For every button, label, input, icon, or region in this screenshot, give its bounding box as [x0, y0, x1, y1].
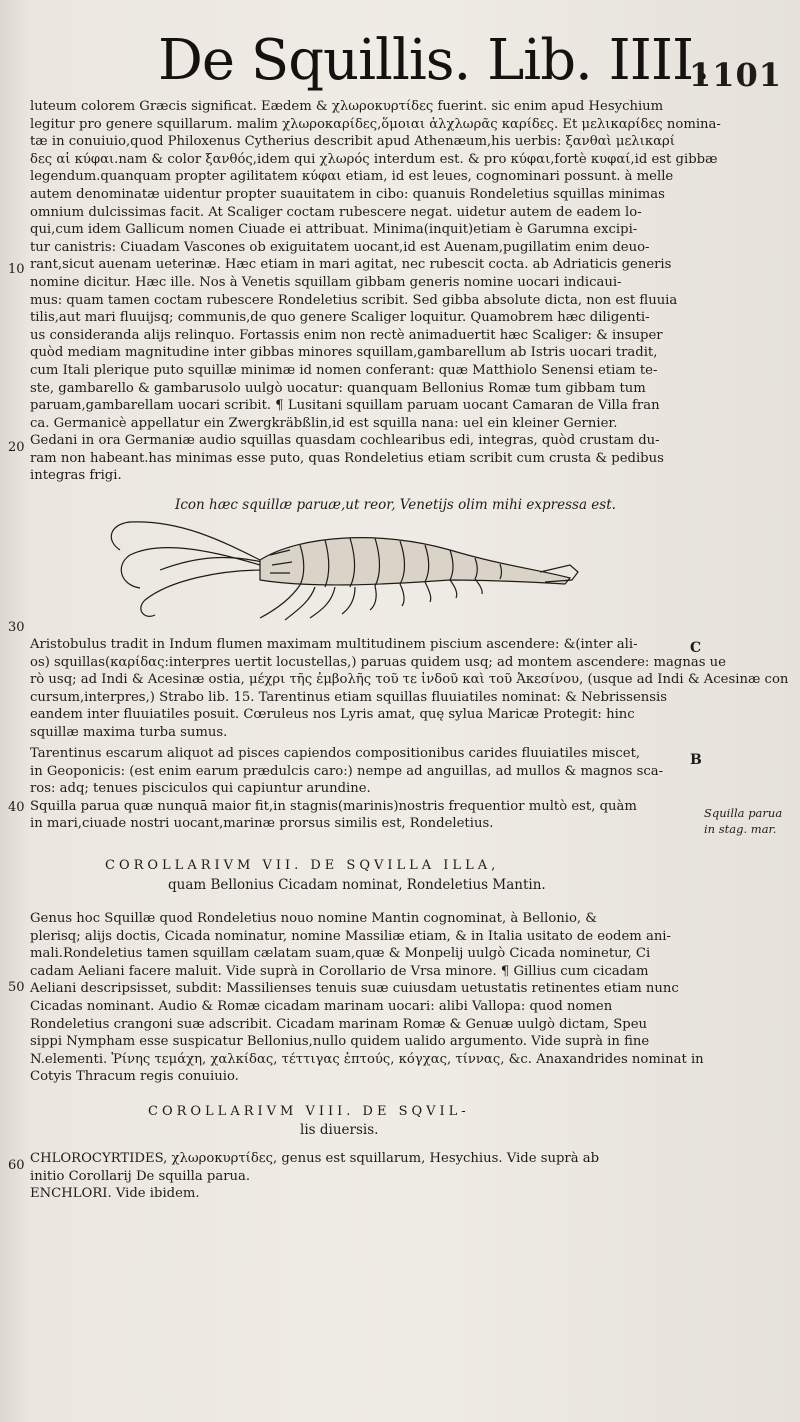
text-line: initio Corollarij De squilla parua.: [30, 1168, 251, 1184]
paragraph-3: [30, 745, 682, 833]
shrimp-woodcut-illustration: [100, 510, 580, 625]
figure-caption: Icon hæc squillæ paruæ,ut reor, Venetijs olim mihi expressa est.: [175, 497, 616, 513]
text-line: nomine dicitur. Hæc ille. Nos à Venetis squillam gibbam generis nomine uocari indicaui-: [30, 274, 622, 290]
corollary-7-subheading: quam Bellonius Cicadam nominat, Rondeletius Mantin.: [168, 877, 546, 893]
text-line: squillæ maxima turba sumus.: [30, 724, 228, 740]
paragraph-4: [30, 910, 704, 1086]
text-line: omnium dulcissimas facit. At Scaliger coctam rubescere negat. uidetur autem de eadem lo-: [30, 204, 642, 220]
text-line: Genus hoc Squillæ quod Rondeletius nouo nomine Mantin cognominat, à Bellonio, &: [30, 911, 598, 926]
text-line: mus: quam tamen coctam rubescere Rondeletius scribit. Sed gibba absolute dicta, non est fluuia: [30, 292, 678, 308]
text-line: eandem inter fluuiatiles posuit. Cœruleus nos Lyris amat, quę sylua Maricæ Protegit: hinc: [30, 707, 635, 723]
text-line: Cotyis Thracum regis conuiuio.: [30, 1069, 239, 1085]
margin-line-number: 50: [8, 980, 25, 995]
text-line: quòd mediam magnitudine inter gibbas minores squillam,gambarellum ab Istris uocari tradit,: [30, 345, 658, 361]
page-header: [150, 28, 790, 98]
text-line: ros: adq; tenues pisciculos qui capiuntur arundine.: [30, 781, 371, 797]
text-line: N.elementi. Ῥίνης τεμάχη, χαλκίδας, τέττιγας ἐπτούς, κόγχας, τίννας, &c. Anaxandrides nominat in: [30, 1051, 704, 1067]
text-line: plerisq; alijs doctis, Cicada nominatur, nomine Massiliæ etiam, & in Italia usitato de eodem ani-: [30, 928, 671, 944]
text-line: integras frigi.: [30, 468, 122, 484]
margin-line-number: 40: [8, 800, 25, 815]
text-line: δες αἱ κύφαι.nam & color ξανθός,idem qui χλωρός interdum est. & pro κύφαι,fortè κυφαί,id est gibbæ: [30, 151, 718, 167]
text-line: us consideranda alijs relinquo. Fortassis enim non rectè animaduertit hæc Scaliger: & insuper: [30, 327, 663, 343]
margin-line-number: 60: [8, 1158, 25, 1173]
text-line: Rondeletius crangoni suæ adscribit. Cicadam marinam Romæ & Genuæ uulgò dictam, Speu: [30, 1016, 648, 1032]
text-line: rò usq; ad Indi & Acesinæ ostia, μέχρι τῆς ἐμβολῆς τοῦ τε ἰνδοῦ καὶ τοῦ Ἀκεσίνου, (usque ad Indi & Acesinæ con: [30, 672, 789, 688]
text-line: ram non habeant.has minimas esse puto, quas Rondeletius etiam scribit cum crusta & pedibus: [30, 450, 664, 466]
text-line: tæ in conuiuio,quod Philoxenus Cytherius describit apud Athenæum,his uerbis: ξανθαὶ μελικαρί: [30, 134, 675, 150]
margin-line-number: 10: [8, 262, 25, 277]
text-line: qui,cum idem Gallicum nomen Ciuade ei attribuat. Minima(inquit)etiam è Garumna excipi-: [30, 222, 638, 238]
text-line: ENCHLORI. Vide ibidem.: [30, 1186, 200, 1202]
margin-letter-c: C: [690, 640, 702, 656]
text-line: CHLOROCYRTIDES, χλωροκυρτίδες, genus est squillarum, Hesychius. Vide suprà ab: [30, 1151, 600, 1166]
text-line: paruam,gambarellam uocari scribit. ¶ Lusitani squillam paruam uocant Camaran de Villa fran: [30, 398, 660, 414]
margin-note: in stag. mar.: [704, 822, 777, 836]
text-line: Aristobulus tradit in Indum flumen maximam multitudinem piscium ascendere: &(inter ali-: [30, 637, 638, 652]
text-line: Tarentinus escarum aliquot ad pisces capiendos compositionibus carides fluuiatiles miscet,: [30, 746, 641, 761]
text-line: tur canistris: Ciuadam Vascones ob exiguitatem uocant,id est Auenam,pugillatim enim deuo-: [30, 239, 650, 255]
text-line: legitur pro genere squillarum. malim χλωροκαρίδες,ὅμοιαι ἀλχλωρᾶς καρίδες. Et μελικαρίδες nomina-: [30, 116, 721, 132]
page-title: De Squillis. Lib. IIII.: [158, 28, 710, 93]
text-line: in mari,ciuade nostri uocant,marinæ prorsus similis est, Rondeletius.: [30, 816, 494, 832]
text-line: ca. Germanicè appellatur ein Zwergkräbßlin,id est squilla nana: uel ein kleiner Gernier.: [30, 415, 618, 431]
text-line: Squilla parua quæ nunquā maior fit,in stagnis(marinis)nostris frequentior multò est, quàm: [30, 798, 637, 814]
text-line: os) squillas(καρίδας:interpres uertit locustellas,) paruas quidem usq; ad montem ascendere: magnas ue: [30, 654, 726, 670]
paragraph-5: [30, 1150, 682, 1203]
paragraph-2: [30, 636, 789, 742]
margin-line-number: 20: [8, 440, 25, 455]
margin-note: Squilla parua: [704, 806, 783, 820]
text-line: rant,sicut auenam ueterinæ. Hæc etiam in mari agitat, nec rubescit cocta. ab Adriaticis generis: [30, 257, 672, 273]
margin-letter-b: B: [690, 752, 702, 768]
text-line: tilis,aut mari fluuijsq; communis,de quo genere Scaliger loquitur. Quamobrem hæc diligenti-: [30, 310, 650, 326]
paragraph-1: [30, 98, 721, 485]
text-line: luteum colorem Græcis significat. Eædem & χλωροκυρτίδες fuerint. sic enim apud Hesychium: [30, 99, 664, 114]
text-line: Gedani in ora Germaniæ audio squillas quasdam cochlearibus edi, integras, quòd crustam du-: [30, 433, 660, 449]
text-line: cum Itali plerique puto squillæ minimæ id nomen conferant: quæ Matthiolo Senensi etiam te-: [30, 362, 658, 378]
page-number: 1101: [688, 56, 782, 94]
corollary-7-heading: COROLLARIVM VII. DE SQVILLA ILLA,: [105, 858, 500, 873]
text-line: cursum,interpres,) Strabo lib. 15. Tarentinus etiam squillas fluuiatiles nominat: & Nebrissensis: [30, 689, 667, 705]
text-line: Cicadas nominant. Audio & Romæ cicadam marinam uocari: alibi Vallopa: quod nomen: [30, 998, 613, 1014]
margin-line-number: 30: [8, 620, 25, 635]
text-line: in Geoponicis: (est enim earum prædulcis caro:) nempe ad anguillas, ad mullos & magnos sca-: [30, 763, 664, 779]
text-line: cadam Aeliani facere maluit. Vide suprà in Corollario de Vrsa minore. ¶ Gillius cum cicadam: [30, 963, 649, 979]
text-line: legendum.quanquam propter agilitatem κύφαι etiam, id est leues, cognominari possunt. à melle: [30, 169, 674, 185]
text-line: sippi Nympham esse suspicatur Bellonius,nullo quidem ualido argumento. Vide suprà in fine: [30, 1034, 650, 1050]
corollary-8-heading: COROLLARIVM VIII. DE SQVIL-: [148, 1104, 470, 1119]
text-line: Aeliani descripsisset, subdit: Massilienses tenuis suæ cuiusdam uetustatis retinentes etiam nunc: [30, 981, 679, 997]
text-line: autem denominatæ uidentur propter suauitatem in cibo: quanuis Rondeletius squillas minimas: [30, 186, 665, 202]
corollary-8-subheading: lis diuersis.: [300, 1122, 379, 1138]
text-line: ste, gambarello & gambarusolo uulgò uocatur: quanquam Bellonius Romæ tum gibbam tum: [30, 380, 646, 396]
text-line: mali.Rondeletius tamen squillam cælatam suam,quæ & Monpelij uulgò Cicada nominetur, Ci: [30, 946, 651, 962]
